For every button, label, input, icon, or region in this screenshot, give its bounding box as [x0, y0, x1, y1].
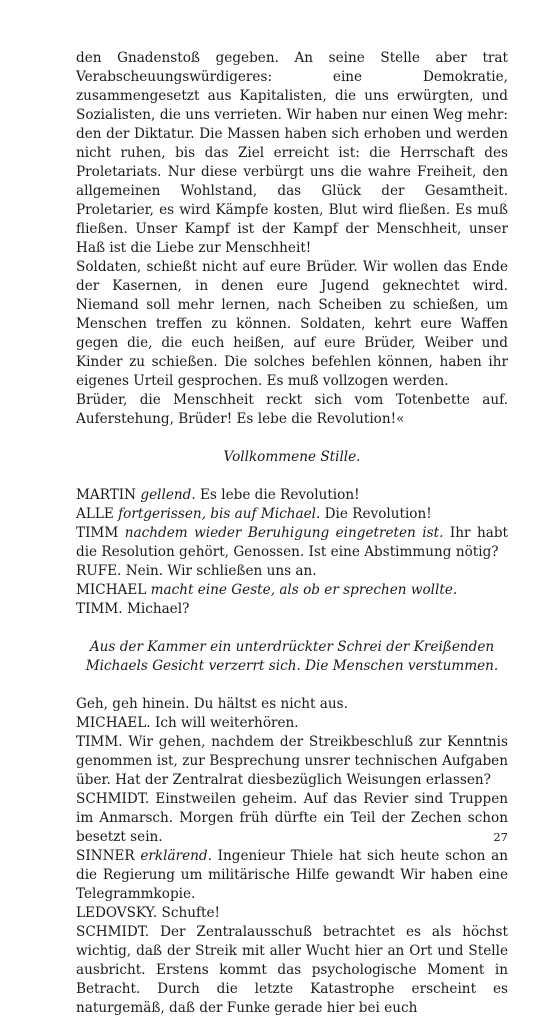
stage-direction-inline: nachdem wieder Beruhigung eingetreten ist. [124, 525, 444, 541]
speaker-name: TIMM [76, 525, 119, 541]
dialogue-line [76, 923, 508, 1018]
dialogue-text: Michael? [126, 601, 190, 617]
dialogue-text: Die Revolution! [324, 506, 432, 522]
dialogue-block [76, 695, 508, 1018]
speaker-name: LEDOVSKY. [76, 905, 158, 921]
dialogue-text: Der Zentralausschuß betrachtet es als höchst wichtig, daß der Streik mit aller Wucht hier an Ort und Stelle ausbricht. Erstens kommt das psychologische Moment in Betracht. Durch die letzte Katastrophe erscheint es naturgemäß, daß der Funke gerade hier bei euch [76, 924, 508, 1016]
speaker-name: SINNER [76, 848, 135, 864]
speaker-name: TIMM. [76, 734, 123, 750]
speaker-name: SCHMIDT. [76, 924, 150, 940]
speech-paragraph: Brüder, die Menschheit reckt sich vom Totenbette auf. Auferstehung, Brüder! Es lebe die Revolution!« [76, 392, 508, 427]
speaker-name: MICHAEL. [76, 715, 151, 731]
dialogue-line [76, 714, 508, 733]
page-number: 27 [493, 830, 508, 844]
dialogue-block [76, 486, 508, 619]
speaker-name: RUFE. [76, 563, 122, 579]
speech-paragraph: den Gnadenstoß gegeben. An seine Stelle aber trat Verabscheuungswürdigeres: eine Demokratie, zusammengesetzt aus Kapitalisten, die uns erwürgten, und Sozialisten, die uns verrieten. Wir haben nur einen Weg mehr: den der Diktatur. Die Massen haben sich erhoben und werden nicht ruhen, bis das Ziel erreicht ist: die Herrschaft des Proletariats. Nur diese verbürgt uns die wahre Freiheit, den allgemeinen Wohlstand, das Glück der Gesamtheit. Proletarier, es wird Kämpfe kosten, Blut wird fließen. Es muß fließen. Unser Kampf ist der Kampf der Menschheit, unser Haß ist die Liebe zur Menschheit! [76, 50, 508, 256]
dialogue-line [76, 847, 508, 904]
speaker-name: ALLE [76, 506, 114, 522]
dialogue-line [76, 600, 508, 619]
dialogue-text: Ich will weiterhören. [154, 715, 299, 731]
dialogue-line [76, 524, 508, 562]
dialogue-text: Es lebe die Revolution! [200, 487, 360, 503]
speech-paragraph: Soldaten, schießt nicht auf eure Brüder. Wir wollen das Ende der Kasernen, in denen eure Jugend geknechtet wird. Niemand soll mehr lernen, nach Scheiben zu schießen, um Menschen treffen zu können. Soldaten, kehrt eure Waffen gegen die, die euch heißen, auf eure Brüder, Weiber und Kinder zu schießen. Die solches befehlen können, haben ihr eigenes Urteil gesprochen. Es muß vollzogen werden. [76, 259, 508, 389]
dialogue-line [76, 695, 508, 714]
stage-direction-inline: erklärend. [140, 848, 212, 864]
dialogue-line [76, 562, 508, 581]
page-text [76, 49, 508, 1018]
dialogue-line [76, 733, 508, 790]
dialogue-line [76, 790, 508, 847]
dialogue-text: Ingenieur Thiele hat sich heute schon an die Regierung um militärische Hilfe gewandt Wir haben eine Telegrammkopie. [76, 848, 508, 902]
stage-direction-inline: macht eine Geste, als ob er sprechen wollte. [150, 582, 458, 598]
dialogue-text: Einstweilen geheim. Auf das Revier sind Truppen im Anmarsch. Morgen früh dürfte ein Teil der Zechen schon besetzt sein. [76, 791, 508, 845]
stage-direction: Vollkommene Stille. [223, 449, 361, 465]
dialogue-line [76, 486, 508, 505]
speaker-name: SCHMIDT. [76, 791, 150, 807]
dialogue-text: Schufte! [161, 905, 220, 921]
stage-direction-inline: gellend. [140, 487, 196, 503]
speaker-name: TIMM. [76, 601, 123, 617]
dialogue-line [76, 581, 508, 600]
dialogue-line [76, 904, 508, 923]
speaker-name: MICHAEL [76, 582, 147, 598]
dialogue-text: Geh, geh hinein. Du hältst es nicht aus. [76, 696, 348, 712]
dialogue-text: Wir gehen, nachdem der Streikbeschluß zur Kenntnis genommen ist, zur Besprechung unsrer technischen Aufgaben über. Hat der Zentralrat diesbezüglich Weisungen erlassen? [76, 734, 509, 788]
stage-direction-inline: fortgerissen, bis auf Michael. [118, 506, 321, 522]
dialogue-line [76, 505, 508, 524]
stage-direction: Aus der Kammer ein unterdrückter Schrei der Kreißenden Michaels Gesicht verzerrt sich. Die Menschen verstummen. [85, 639, 499, 674]
dialogue-text: Ihr habt die Resolution gehört, Genossen. Ist eine Abstimmung nötig? [76, 525, 508, 560]
speaker-name: MARTIN [76, 487, 137, 503]
dialogue-text: Nein. Wir schließen uns an. [125, 563, 317, 579]
